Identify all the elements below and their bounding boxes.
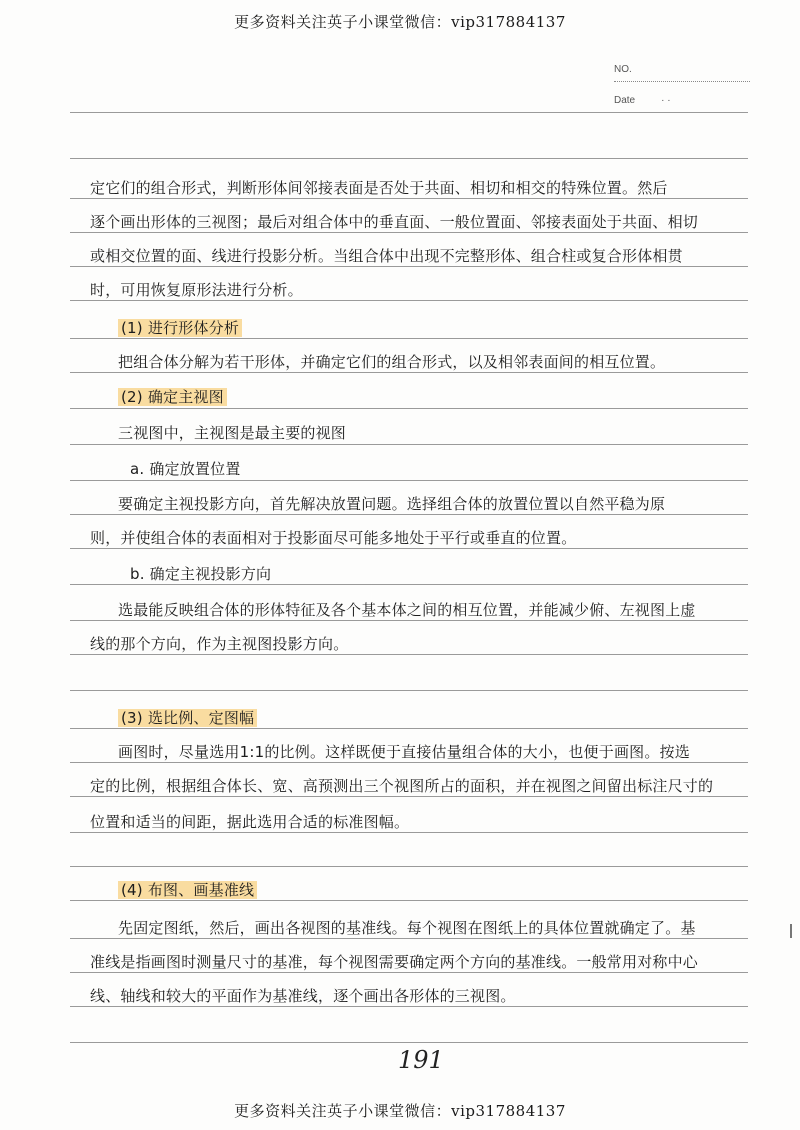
page-number: 191 <box>398 1046 444 1074</box>
ruled-line <box>70 300 748 301</box>
intro-line-4: 时，可用恢复原形法进行分析。 <box>90 281 303 299</box>
date-dots: · · <box>661 95 671 106</box>
ruled-line <box>70 654 748 655</box>
ruled-line <box>70 1042 748 1043</box>
ruled-line <box>70 866 748 867</box>
ruled-line <box>70 198 748 199</box>
date-label-text: Date <box>614 95 636 106</box>
watermark-top: 更多资料关注英子小课堂微信：vip317884137 <box>234 13 566 31</box>
ruled-line <box>70 548 748 549</box>
watermark-bottom: 更多资料关注英子小课堂微信：vip317884137 <box>234 1102 566 1120</box>
section-1-title: (1) 进行形体分析 <box>118 319 242 337</box>
section-4-line-1: 先固定图纸，然后，画出各视图的基准线。每个视图在图纸上的具体位置就确定了。基 <box>118 919 696 937</box>
section-3-heading <box>118 707 778 728</box>
intro-line-2: 逐个画出形体的三视图；最后对组合体中的垂直面、一般位置面、邻接表面处于共面、相切 <box>90 213 699 231</box>
ruled-line <box>70 832 748 833</box>
section-1-heading <box>118 317 778 338</box>
ruled-line <box>70 408 748 409</box>
header-no-label: NO. <box>614 64 632 75</box>
section-2b-line-2: 线的那个方向，作为主视图投影方向。 <box>90 635 349 653</box>
ruled-line <box>70 620 748 621</box>
section-2-title: (2) 确定主视图 <box>118 388 227 406</box>
header-date-label <box>614 95 671 106</box>
section-2a-line-1: 要确定主视投影方向，首先解决放置问题。选择组合体的放置位置以自然平稳为原 <box>118 495 666 513</box>
ruled-line <box>70 796 748 797</box>
section-4-heading <box>118 879 778 900</box>
section-3-title: (3) 选比例、定图幅 <box>118 709 257 727</box>
ruled-line <box>70 690 748 691</box>
section-2-line-1: 三视图中，主视图是最主要的视图 <box>118 424 347 442</box>
intro-line-1: 定它们的组合形式，判断形体间邻接表面是否处于共面、相切和相交的特殊位置。然后 <box>90 179 668 197</box>
header-dotted-rule <box>614 81 750 82</box>
section-1-line-1: 把组合体分解为若干形体，并确定它们的组合形式，以及相邻表面间的相互位置。 <box>118 353 666 371</box>
intro-line-3: 或相交位置的面、线进行投影分析。当组合体中出现不完整形体、组合柱或复合形体相贯 <box>90 247 683 265</box>
section-2a-title: a. 确定放置位置 <box>130 460 241 478</box>
ruled-line <box>70 158 748 159</box>
ruled-line <box>70 112 748 113</box>
margin-mark <box>790 924 798 938</box>
ruled-line <box>70 266 748 267</box>
section-4-line-3: 线、轴线和较大的平面作为基准线，逐个画出各形体的三视图。 <box>90 987 516 1005</box>
ruled-line <box>70 480 748 481</box>
ruled-line <box>70 728 748 729</box>
ruled-line <box>70 514 748 515</box>
section-3-line-1: 画图时，尽量选用1:1的比例。这样既便于直接估量组合体的大小，也便于画图。按选 <box>118 743 690 761</box>
section-2-heading <box>118 386 778 407</box>
section-3-line-3: 位置和适当的间距，据此选用合适的标准图幅。 <box>90 813 410 831</box>
ruled-line <box>70 372 748 373</box>
ruled-line <box>70 762 748 763</box>
ruled-line <box>70 972 748 973</box>
ruled-line <box>70 338 748 339</box>
ruled-line <box>70 938 748 939</box>
ruled-line <box>70 444 748 445</box>
section-2b-line-1: 选最能反映组合体的形体特征及各个基本体之间的相互位置，并能减少俯、左视图上虚 <box>118 601 696 619</box>
section-2b-title: b. 确定主视投影方向 <box>130 565 272 583</box>
ruled-line <box>70 1006 748 1007</box>
ruled-line <box>70 900 748 901</box>
section-4-title: (4) 布图、画基准线 <box>118 881 257 899</box>
section-4-line-2: 准线是指画图时测量尺寸的基准，每个视图需要确定两个方向的基准线。一般常用对称中心 <box>90 953 699 971</box>
ruled-line <box>70 232 748 233</box>
section-2a-line-2: 则，并使组合体的表面相对于投影面尽可能多地处于平行或垂直的位置。 <box>90 529 577 547</box>
ruled-line <box>70 584 748 585</box>
section-3-line-2: 定的比例，根据组合体长、宽、高预测出三个视图所占的面积，并在视图之间留出标注尺寸的 <box>90 777 714 795</box>
